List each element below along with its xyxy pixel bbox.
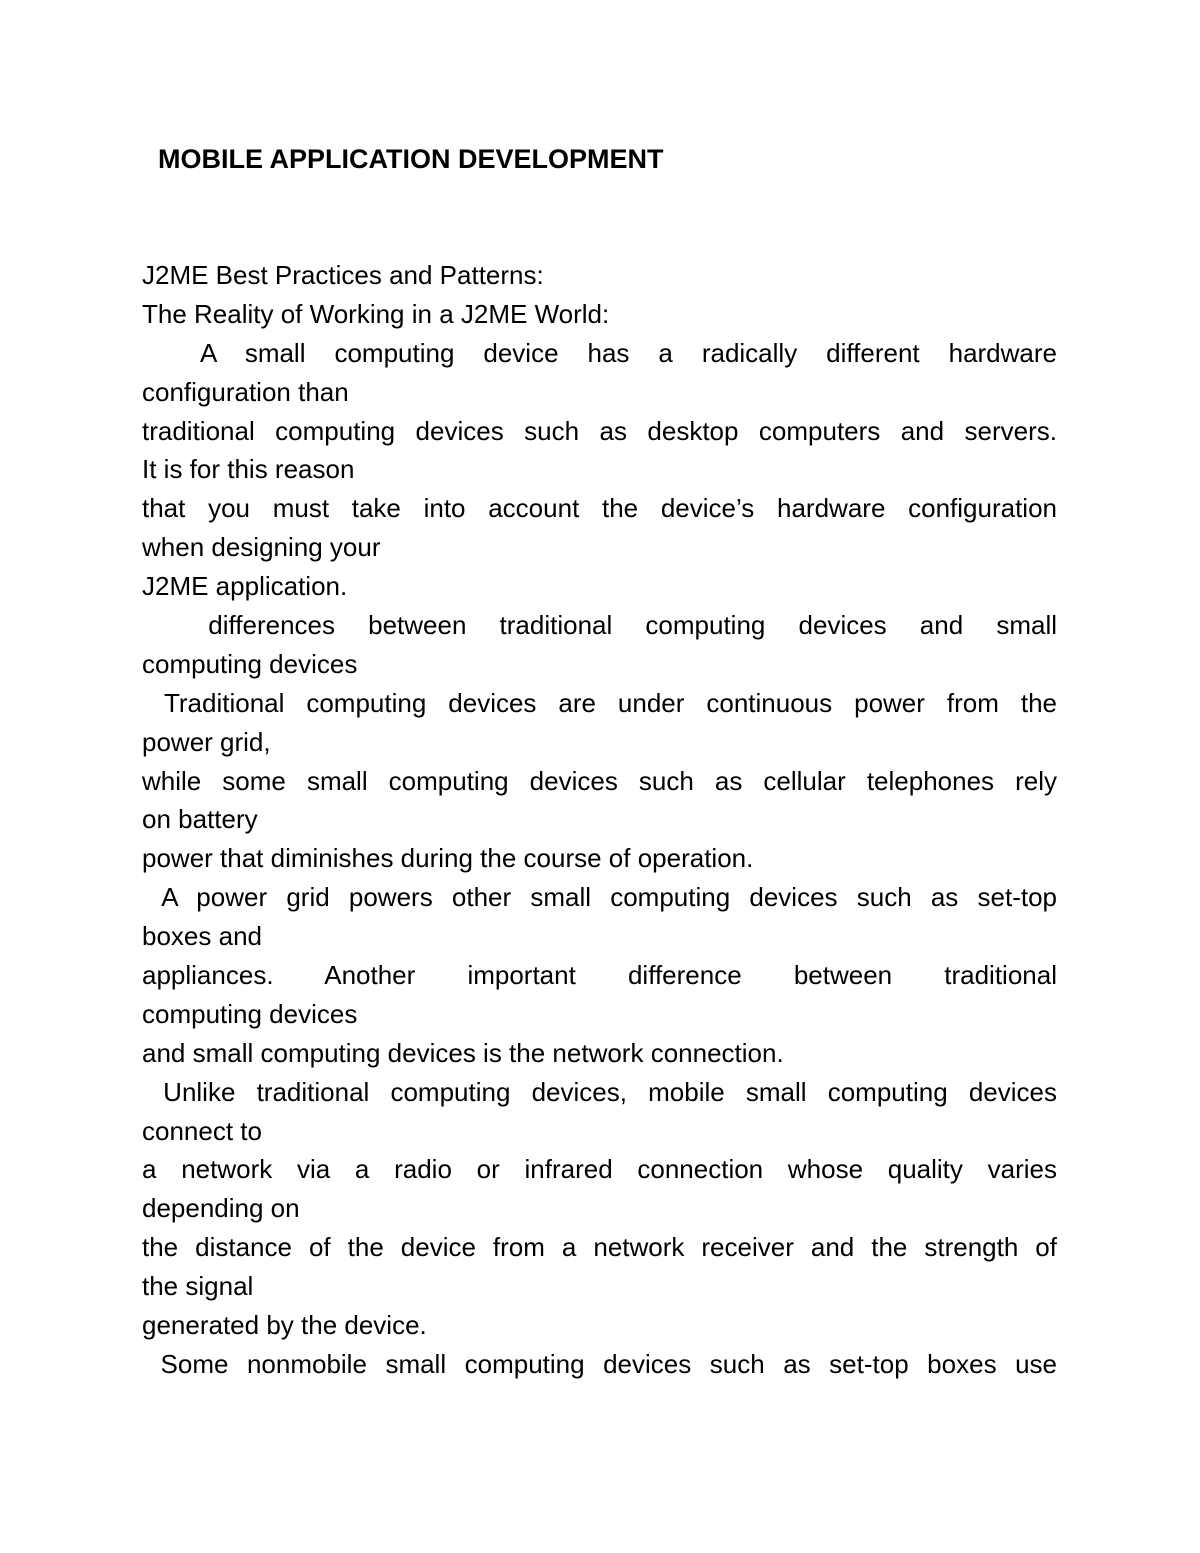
body-line: boxes and <box>142 921 262 952</box>
body-line: traditional computing devices such as desktop computers and servers. <box>142 415 1057 446</box>
document-title: MOBILE APPLICATION DEVELOPMENT <box>158 144 664 174</box>
body-line: depending on <box>142 1193 300 1224</box>
body-line: while some small computing devices such as cellular telephones rely <box>142 765 1057 796</box>
body-line: computing devices <box>142 998 358 1029</box>
body-line: power that diminishes during the course of operation. <box>142 843 754 874</box>
body-line: on battery <box>142 804 258 835</box>
body-line: computing devices <box>142 648 358 679</box>
body-line: J2ME Best Practices and Patterns: <box>142 260 544 290</box>
body-line: that you must take into account the device’s hardware configuration <box>142 493 1057 524</box>
body-line: It is for this reason <box>142 454 355 485</box>
body-line: Unlike traditional computing devices, mobile small computing devices <box>142 1076 1057 1107</box>
body-line: connect to <box>142 1115 262 1146</box>
body-line: and small computing devices is the network connection. <box>142 1037 784 1068</box>
body-line: J2ME application. <box>142 571 348 602</box>
body-line: A power grid powers other small computing devices such as set-top <box>142 882 1057 913</box>
body-line: differences between traditional computing devices and small <box>142 610 1057 641</box>
body-line: configuration than <box>142 376 349 407</box>
body-line: appliances. Another important difference between traditional <box>142 960 1057 991</box>
body-line: Traditional computing devices are under continuous power from the <box>142 687 1057 718</box>
body-line: the signal <box>142 1271 254 1302</box>
body-line: The Reality of Working in a J2ME World: <box>142 298 610 329</box>
body-line: A small computing device has a radically different hardware <box>142 337 1057 368</box>
document-body <box>142 256 1057 1384</box>
body-line: power grid, <box>142 726 271 757</box>
body-line: a network via a radio or infrared connection whose quality varies <box>142 1154 1057 1185</box>
body-line: generated by the device. <box>142 1310 427 1341</box>
body-line: the distance of the device from a network receiver and the strength of <box>142 1232 1057 1263</box>
body-line: Some nonmobile small computing devices such as set-top boxes use <box>142 1348 1057 1379</box>
body-line: when designing your <box>142 532 381 563</box>
